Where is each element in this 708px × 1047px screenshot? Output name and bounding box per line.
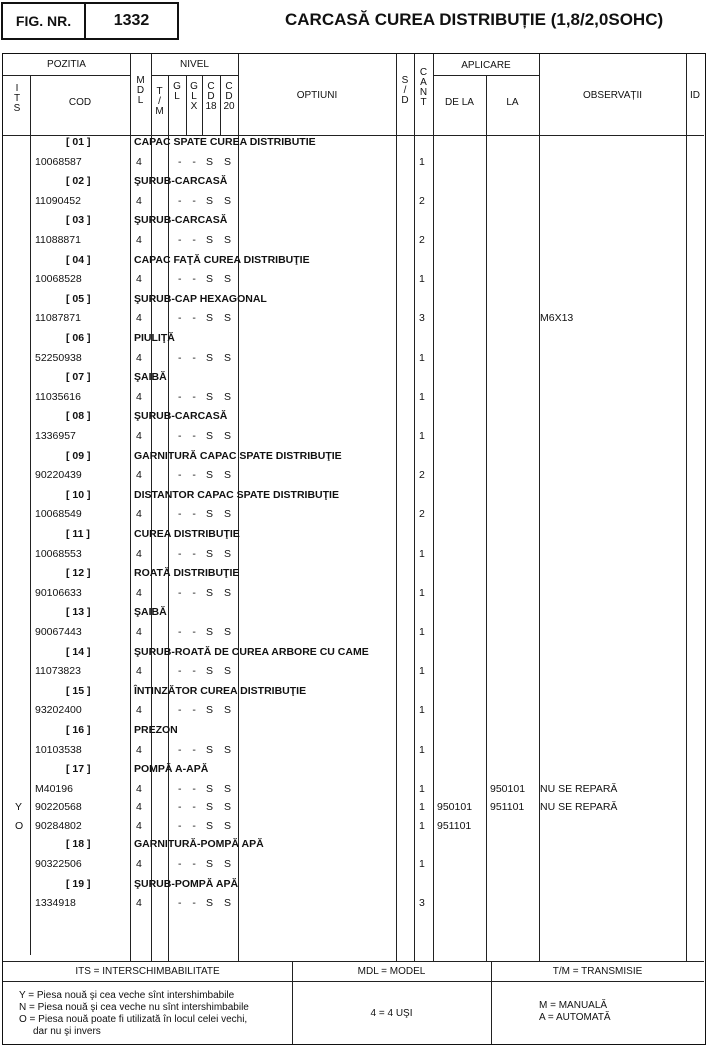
- applies-to: 951101: [490, 801, 525, 814]
- model-value: 4: [136, 430, 142, 442]
- part-code: 90067443: [35, 626, 82, 638]
- quantity: 1: [419, 665, 425, 678]
- applies-from: 950101: [437, 801, 473, 814]
- model-value: 4: [136, 547, 142, 560]
- level-cd20: S: [224, 665, 232, 678]
- position-number: [ 10 ]: [66, 488, 91, 501]
- quantity: 1: [419, 819, 425, 832]
- col-cod: COD: [68, 97, 92, 108]
- part-description: GARNITURĂ CAPAC SPATE DISTRIBUŢIE: [134, 449, 342, 462]
- level-glx: - -: [178, 801, 200, 814]
- position-number: [ 02 ]: [66, 175, 91, 188]
- position-number: [ 13 ]: [66, 606, 91, 619]
- quantity: 1: [419, 273, 425, 286]
- level-cd18: S: [206, 469, 214, 482]
- model-value: 4: [136, 743, 142, 756]
- model-value: 4: [136, 390, 142, 403]
- level-cd20: S: [224, 897, 232, 910]
- part-code: 93202400: [35, 704, 82, 717]
- level-cd18: S: [206, 155, 214, 168]
- model-value: 4: [136, 626, 142, 638]
- model-value: 4: [136, 857, 142, 870]
- part-description: POMPĂ A-APĂ: [134, 763, 209, 776]
- part-description: ŞURUB-CAP HEXAGONAL: [134, 292, 267, 305]
- col-cd18: C D 18: [205, 81, 217, 112]
- part-code: 90220439: [35, 469, 82, 482]
- quantity: 2: [419, 469, 425, 482]
- level-cd20: S: [224, 743, 232, 756]
- level-cd18: S: [206, 782, 214, 795]
- level-cd20: S: [224, 819, 232, 832]
- part-description: ŞAIBĂ: [134, 371, 167, 384]
- position-number: [ 11 ]: [66, 528, 90, 540]
- level-glx: - -: [178, 194, 200, 207]
- col-observatii: OBSERVAȚII: [582, 90, 643, 101]
- legend-its-o: O = Piesa nouă poate fi utilizată în locul celei vechi,: [19, 1014, 248, 1025]
- level-cd18: S: [206, 312, 214, 325]
- quantity: 3: [419, 897, 425, 910]
- col-cd20: C D 20: [223, 81, 235, 112]
- position-number: [ 04 ]: [66, 253, 91, 266]
- position-number: [ 05 ]: [66, 292, 91, 305]
- figure-number-box: [1, 2, 179, 40]
- position-number: [ 08 ]: [66, 410, 91, 423]
- position-number: [ 09 ]: [66, 449, 91, 462]
- level-glx: - -: [178, 626, 200, 638]
- model-value: 4: [136, 194, 142, 207]
- part-description: PREZON: [134, 724, 178, 736]
- model-value: 4: [136, 273, 142, 286]
- level-cd20: S: [224, 312, 232, 325]
- part-code: 1336957: [35, 430, 76, 442]
- quantity: 1: [419, 430, 425, 442]
- col-its: I T S: [13, 83, 21, 114]
- level-glx: - -: [178, 665, 200, 678]
- position-number: [ 19 ]: [66, 877, 91, 890]
- part-code: M40196: [35, 782, 73, 795]
- part-description: ŞURUB-CARCASĂ: [134, 410, 228, 423]
- col-aplicare: APLICARE: [461, 60, 511, 71]
- quantity: 2: [419, 194, 425, 207]
- applies-from: 951101: [437, 819, 472, 832]
- position-number: [ 17 ]: [66, 763, 91, 776]
- part-code: 11088871: [35, 234, 81, 246]
- level-glx: - -: [178, 469, 200, 482]
- quantity: 1: [419, 626, 425, 638]
- part-description: CUREA DISTRIBUŢIE: [134, 528, 240, 540]
- level-cd18: S: [206, 626, 214, 638]
- part-description: CAPAC FAŢĂ CUREA DISTRIBUŢIE: [134, 253, 310, 266]
- model-value: 4: [136, 665, 142, 678]
- legend-tm-m: M = MANUALĂ: [539, 1000, 608, 1011]
- level-glx: - -: [178, 234, 200, 246]
- col-tm: T / M: [155, 86, 164, 117]
- part-code: 10103538: [35, 743, 82, 756]
- figure-number: 1332: [113, 12, 150, 29]
- level-cd20: S: [224, 782, 232, 795]
- level-cd18: S: [206, 508, 214, 521]
- level-cd18: S: [206, 819, 214, 832]
- part-description: ŞAIBĂ: [134, 606, 167, 619]
- part-description: CAPAC SPATE CUREA DISTRIBUTIE: [134, 136, 316, 148]
- level-cd18: S: [206, 234, 214, 246]
- model-value: 4: [136, 782, 142, 795]
- part-code: 10068528: [35, 273, 82, 286]
- level-cd18: S: [206, 586, 214, 599]
- position-number: [ 03 ]: [66, 214, 91, 227]
- level-glx: - -: [178, 819, 200, 832]
- part-description: ROATĂ DISTRIBUŢIE: [134, 567, 240, 580]
- level-cd18: S: [206, 665, 214, 678]
- position-number: [ 07 ]: [66, 371, 91, 384]
- position-number: [ 15 ]: [66, 684, 91, 697]
- level-cd20: S: [224, 704, 232, 717]
- level-cd20: S: [224, 430, 232, 442]
- level-glx: - -: [178, 782, 200, 795]
- quantity: 1: [419, 782, 425, 795]
- legend-its-n: N = Piesa nouă şi cea veche nu sînt intershimbabile: [19, 1002, 249, 1013]
- position-number: [ 18 ]: [66, 838, 91, 851]
- part-code: 90106633: [35, 586, 82, 599]
- model-value: 4: [136, 704, 142, 717]
- its-code: Y: [15, 801, 23, 814]
- level-cd20: S: [224, 857, 232, 870]
- model-value: 4: [136, 351, 142, 364]
- page-title: CARCASĂ CUREA DISTRIBUȚIE (1,8/2,0SOHC): [285, 10, 664, 29]
- part-description: ŞURUB-CARCASĂ: [134, 214, 228, 227]
- part-description: PIULIŢĂ: [134, 332, 175, 344]
- model-value: 4: [136, 155, 142, 168]
- part-code: 90220568: [35, 801, 82, 814]
- applies-to: 950101: [490, 782, 526, 795]
- part-code: 52250938: [35, 351, 82, 364]
- level-glx: - -: [178, 273, 200, 286]
- position-number: [ 01 ]: [66, 136, 91, 148]
- quantity: 1: [419, 704, 425, 717]
- part-code: 90322506: [35, 857, 82, 870]
- col-gl: G L: [173, 81, 181, 102]
- model-value: 4: [136, 586, 142, 599]
- level-cd20: S: [224, 508, 232, 521]
- parts-table: [2, 53, 706, 1045]
- level-glx: - -: [178, 390, 200, 403]
- quantity: 1: [419, 743, 425, 756]
- part-code: 11087871: [35, 312, 81, 325]
- quantity: 1: [419, 547, 425, 560]
- col-cant: C A N T: [419, 67, 428, 108]
- part-description: GARNITURĂ-POMPĂ APĂ: [134, 838, 264, 851]
- level-cd20: S: [224, 469, 232, 482]
- legend-its-y: Y = Piesa nouă şi cea veche sînt intershimbabile: [19, 990, 235, 1001]
- level-cd18: S: [206, 704, 214, 717]
- position-number: [ 12 ]: [66, 567, 91, 580]
- col-nivel: NIVEL: [180, 59, 209, 70]
- level-glx: - -: [178, 704, 200, 717]
- col-mdl: M D L: [136, 75, 145, 106]
- model-value: 4: [136, 897, 142, 910]
- level-cd18: S: [206, 390, 214, 403]
- level-cd20: S: [224, 234, 232, 246]
- part-description: ÎNTINZĂTOR CUREA DISTRIBUŢIE: [134, 684, 307, 697]
- legend-tm-a: A = AUTOMATĂ: [539, 1012, 611, 1023]
- level-glx: - -: [178, 897, 200, 910]
- quantity: 1: [419, 857, 425, 870]
- col-id: ID: [690, 90, 700, 101]
- observation: NU SE REPARĂ: [540, 782, 618, 795]
- level-cd20: S: [224, 547, 232, 560]
- level-cd18: S: [206, 801, 214, 814]
- position-number: [ 06 ]: [66, 332, 91, 344]
- level-cd18: S: [206, 897, 214, 910]
- position-number: [ 16 ]: [66, 724, 91, 736]
- part-code: 10068553: [35, 547, 82, 560]
- model-value: 4: [136, 801, 142, 814]
- quantity: 1: [419, 351, 425, 364]
- col-sd: S / D: [401, 75, 409, 106]
- part-code: 11035616: [35, 390, 81, 403]
- level-cd20: S: [224, 351, 232, 364]
- figure-label: FIG. NR.: [3, 4, 86, 38]
- col-glx: G L X: [190, 81, 198, 112]
- level-cd20: S: [224, 586, 232, 599]
- level-cd18: S: [206, 273, 214, 286]
- legend-tm: T/M = TRANSMISIE: [552, 966, 643, 977]
- legend-mdl: MDL = MODEL: [357, 966, 426, 977]
- position-number: [ 14 ]: [66, 645, 91, 658]
- level-cd18: S: [206, 194, 214, 207]
- legend-its-o2: dar nu şi invers: [33, 1026, 101, 1037]
- part-description: ŞURUB-CARCASĂ: [134, 175, 228, 188]
- level-glx: - -: [178, 430, 200, 442]
- part-code: 11090452: [35, 194, 81, 207]
- part-code: 10068587: [35, 155, 82, 168]
- level-cd18: S: [206, 743, 214, 756]
- level-cd20: S: [224, 801, 232, 814]
- model-value: 4: [136, 508, 142, 521]
- level-glx: - -: [178, 155, 200, 168]
- part-code: 10068549: [35, 508, 82, 521]
- part-code: 1334918: [35, 897, 76, 910]
- model-value: 4: [136, 819, 142, 832]
- part-code: 11073823: [35, 665, 81, 678]
- col-optiuni: OPTIUNI: [296, 90, 338, 101]
- model-value: 4: [136, 234, 142, 246]
- observation: M6X13: [540, 312, 574, 325]
- quantity: 1: [419, 390, 425, 403]
- level-cd20: S: [224, 390, 232, 403]
- level-glx: - -: [178, 508, 200, 521]
- legend-mdl-value: 4 = 4 UŞI: [370, 1008, 413, 1019]
- level-cd18: S: [206, 547, 214, 560]
- model-value: 4: [136, 469, 142, 482]
- level-glx: - -: [178, 312, 200, 325]
- level-glx: - -: [178, 857, 200, 870]
- quantity: 3: [419, 312, 425, 325]
- level-glx: - -: [178, 586, 200, 599]
- level-glx: - -: [178, 743, 200, 756]
- level-cd20: S: [224, 273, 232, 286]
- level-glx: - -: [178, 351, 200, 364]
- level-cd20: S: [224, 155, 232, 168]
- quantity: 1: [419, 586, 425, 599]
- part-description: ŞURUB-ROATĂ DE CUREA ARBORE CU CAME: [134, 645, 369, 658]
- level-glx: - -: [178, 547, 200, 560]
- quantity: 2: [419, 234, 425, 246]
- level-cd20: S: [224, 194, 232, 207]
- level-cd18: S: [206, 857, 214, 870]
- its-code: O: [15, 819, 24, 832]
- quantity: 1: [419, 155, 425, 168]
- model-value: 4: [136, 312, 142, 325]
- part-code: 90284802: [35, 819, 82, 832]
- col-pozitia: POZITIA: [47, 59, 86, 70]
- col-dela: DE LA: [445, 97, 474, 108]
- observation: NU SE REPARĂ: [540, 801, 618, 814]
- level-cd18: S: [206, 351, 214, 364]
- part-description: ŞURUB-POMPĂ APĂ: [134, 877, 239, 890]
- level-cd18: S: [206, 430, 214, 442]
- level-cd20: S: [224, 626, 232, 638]
- quantity: 2: [419, 508, 425, 521]
- quantity: 1: [419, 801, 425, 814]
- col-la: LA: [506, 97, 519, 108]
- part-description: DISTANTOR CAPAC SPATE DISTRIBUŢIE: [134, 488, 339, 501]
- legend-its: ITS = INTERSCHIMBABILITATE: [75, 966, 220, 977]
